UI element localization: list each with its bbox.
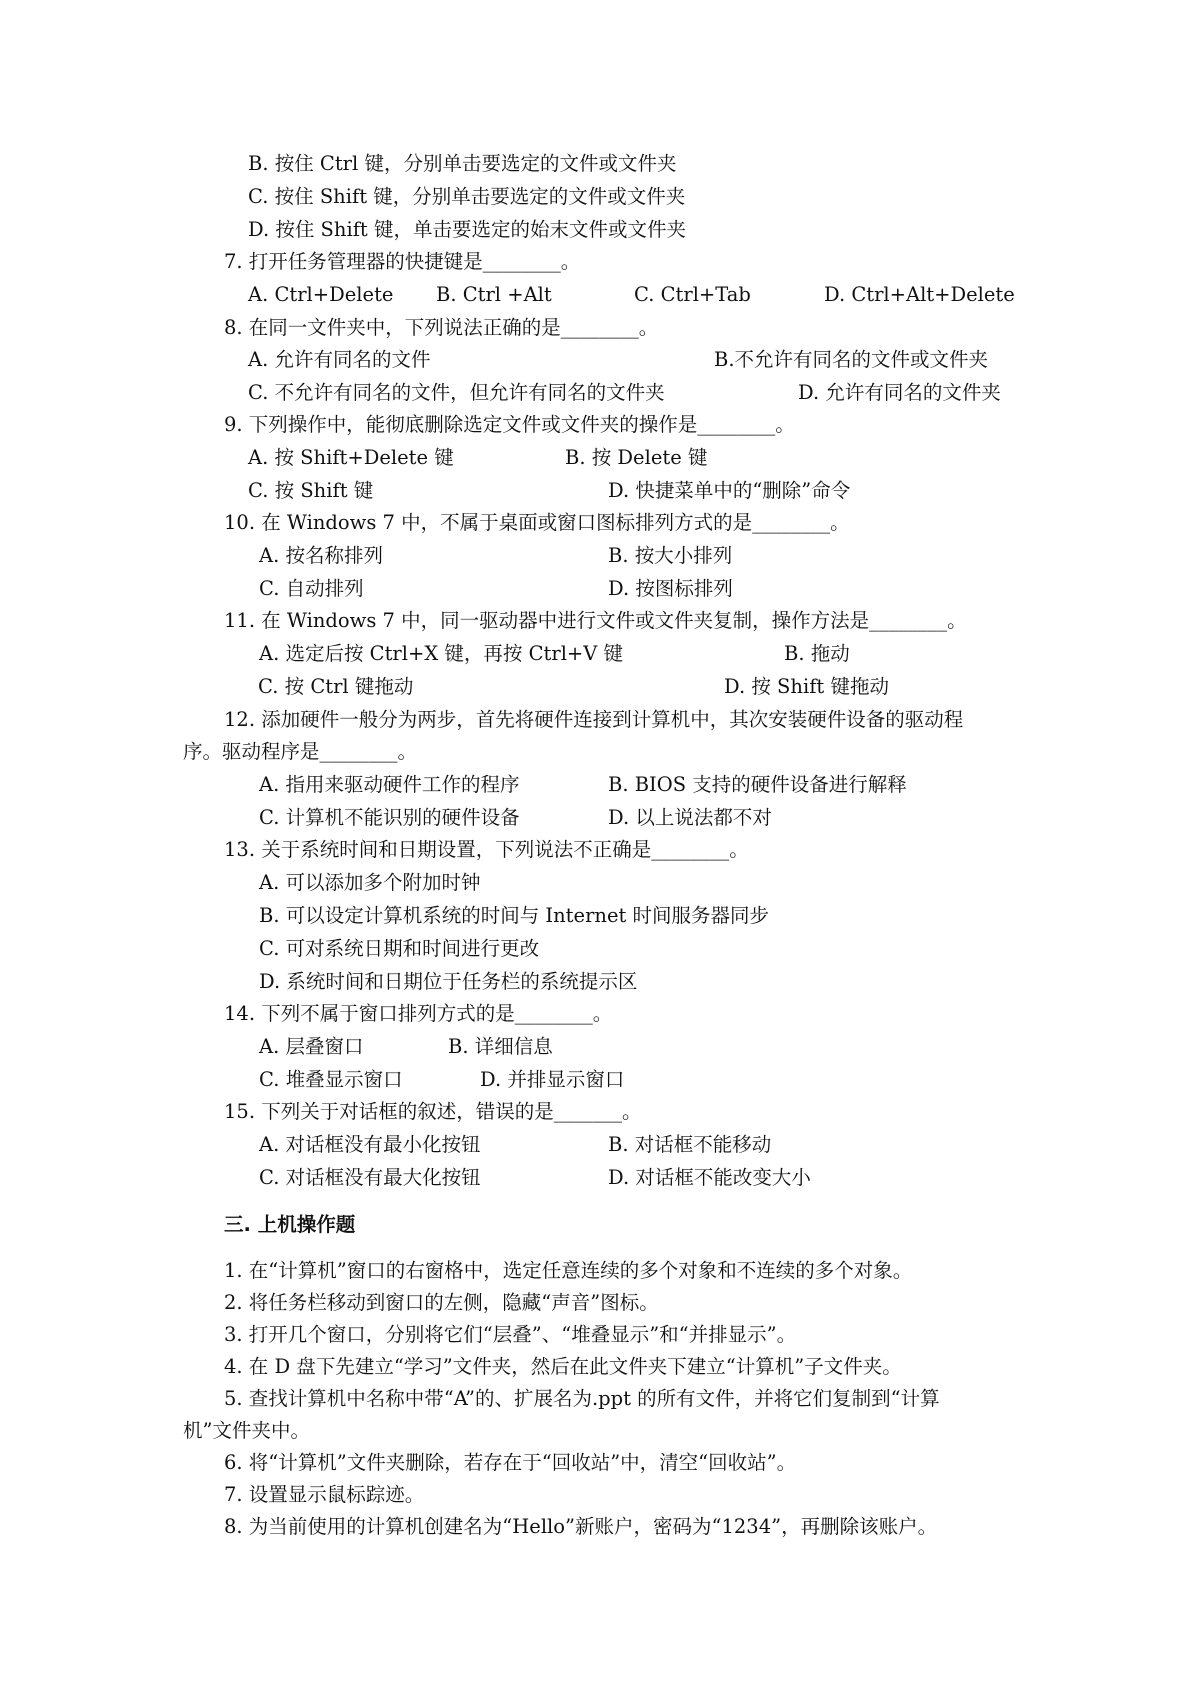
q9-option-d: D. 快捷菜单中的“删除”命令: [608, 479, 851, 502]
task-6: 6. 将“计算机”文件夹删除，若存在于“回收站”中，清空“回收站”。: [224, 1451, 797, 1474]
q10-option-a: A. 按名称排列: [259, 544, 383, 567]
q14-option-b: B. 详细信息: [448, 1035, 553, 1058]
task-7: 7. 设置显示鼠标踪迹。: [224, 1483, 425, 1506]
q7-option-b: B. Ctrl +Alt: [436, 283, 552, 306]
q14-text: 14. 下列不属于窗口排列方式的是________。: [224, 1002, 613, 1025]
q12-option-c: C. 计算机不能识别的硬件设备: [259, 806, 520, 829]
q14-option-a: A. 层叠窗口: [259, 1035, 364, 1058]
q7-text: 7. 打开任务管理器的快捷键是________。: [224, 250, 581, 273]
q6-option-d: D. 按住 Shift 键，单击要选定的始末文件或文件夹: [248, 218, 686, 241]
task-1: 1. 在“计算机”窗口的右窗格中，选定任意连续的多个对象和不连续的多个对象。: [224, 1259, 913, 1282]
task-3: 3. 打开几个窗口，分别将它们“层叠”、“堆叠显示”和“并排显示”。: [224, 1323, 797, 1346]
q11-text: 11. 在 Windows 7 中，同一驱动器中进行文件或文件夹复制，操作方法是________。: [224, 609, 967, 632]
task-8: 8. 为当前使用的计算机创建名为“Hello”新账户，密码为“1234”，再删除该账户。: [224, 1515, 938, 1538]
q9-option-c: C. 按 Shift 键: [248, 479, 374, 502]
q15-option-d: D. 对话框不能改变大小: [608, 1166, 811, 1189]
q8-option-c: C. 不允许有同名的文件，但允许有同名的文件夹: [248, 381, 665, 404]
q9-option-b: B. 按 Delete 键: [565, 446, 708, 469]
q15-option-b: B. 对话框不能移动: [608, 1133, 772, 1156]
q12-option-d: D. 以上说法都不对: [608, 806, 772, 829]
task-4: 4. 在 D 盘下先建立“学习”文件夹，然后在此文件夹下建立“计算机”子文件夹。: [224, 1355, 902, 1378]
q14-option-c: C. 堆叠显示窗口: [259, 1068, 403, 1091]
q10-option-b: B. 按大小排列: [608, 544, 733, 567]
task-5-cont: 机”文件夹中。: [183, 1419, 310, 1442]
q9-text: 9. 下列操作中，能彻底删除选定文件或文件夹的操作是________。: [224, 413, 795, 436]
q13-option-b: B. 可以设定计算机系统的时间与 Internet 时间服务器同步: [259, 904, 770, 927]
q13-text: 13. 关于系统时间和日期设置，下列说法不正确是________。: [224, 838, 749, 861]
q10-option-d: D. 按图标排列: [608, 577, 733, 600]
q6-option-b: B. 按住 Ctrl 键，分别单击要选定的文件或文件夹: [248, 152, 677, 175]
q12-text-cont: 序。驱动程序是________。: [183, 740, 418, 763]
q7-option-c: C. Ctrl+Tab: [634, 283, 751, 306]
q13-option-c: C. 可对系统日期和时间进行更改: [259, 937, 540, 960]
q14-option-d: D. 并排显示窗口: [480, 1068, 625, 1091]
q8-text: 8. 在同一文件夹中，下列说法正确的是________。: [224, 316, 659, 339]
q12-text: 12. 添加硬件一般分为两步，首先将硬件连接到计算机中，其次安装硬件设备的驱动程: [224, 708, 964, 731]
q15-option-a: A. 对话框没有最小化按钮: [259, 1133, 481, 1156]
q7-option-d: D. Ctrl+Alt+Delete: [824, 283, 1015, 306]
q8-option-a: A. 允许有同名的文件: [248, 348, 431, 371]
q11-option-a: A. 选定后按 Ctrl+X 键，再按 Ctrl+V 键: [259, 642, 624, 665]
q11-option-b: B. 拖动: [784, 642, 850, 665]
section-heading: 三. 上机操作题: [224, 1213, 356, 1236]
q6-option-c: C. 按住 Shift 键，分别单击要选定的文件或文件夹: [248, 185, 686, 208]
q8-option-d: D. 允许有同名的文件夹: [798, 381, 1001, 404]
q13-option-a: A. 可以添加多个附加时钟: [259, 871, 481, 894]
q7-option-a: A. Ctrl+Delete: [248, 283, 394, 306]
q11-option-c: C. 按 Ctrl 键拖动: [258, 675, 414, 698]
q9-option-a: A. 按 Shift+Delete 键: [248, 446, 454, 469]
q13-option-d: D. 系统时间和日期位于任务栏的系统提示区: [259, 970, 638, 993]
q12-option-b: B. BIOS 支持的硬件设备进行解释: [608, 773, 907, 796]
task-2: 2. 将任务栏移动到窗口的左侧，隐藏“声音”图标。: [224, 1291, 659, 1314]
q12-option-a: A. 指用来驱动硬件工作的程序: [259, 773, 520, 796]
q10-text: 10. 在 Windows 7 中，不属于桌面或窗口图标排列方式的是________。: [224, 511, 850, 534]
q15-text: 15. 下列关于对话框的叙述，错误的是_______。: [224, 1100, 642, 1123]
q15-option-c: C. 对话框没有最大化按钮: [259, 1166, 481, 1189]
q10-option-c: C. 自动排列: [259, 577, 364, 600]
q8-option-b: B.不允许有同名的文件或文件夹: [714, 348, 989, 371]
task-5: 5. 查找计算机中名称中带“A”的、扩展名为.ppt 的所有文件，并将它们复制到“计算: [224, 1387, 940, 1410]
q11-option-d: D. 按 Shift 键拖动: [724, 675, 889, 698]
